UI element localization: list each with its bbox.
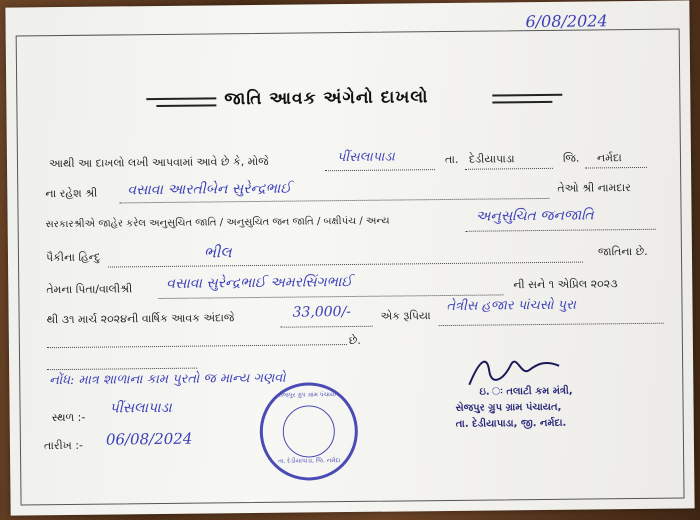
seal-top-text: સેજપુર ગ્રુપ ગ્રામ પંચાયત (278, 391, 339, 399)
signatory-line2: સેજપુર ગ્રુપ ગ્રામ પંચાયત, (455, 401, 562, 414)
ta-label: તા. (444, 152, 459, 166)
dist-label: જિ. (562, 151, 580, 165)
top-date: 6/08/2024 (525, 11, 608, 32)
line6-mid: એક રૂપિયા (380, 309, 431, 323)
line5-suffix: ની સને ૧ એપ્રિલ ૨૦૨૩ (513, 277, 618, 292)
line6-prefix: થી ૩૧ માર્ચ ૨૦૨૪ની વાર્ષિક આવક અંદાજે (46, 311, 235, 327)
signatory-line3: તા. દેડીયાપાડા, જી. નર્મદા. (455, 417, 567, 430)
category-value: અનુસુચિત જનજાતિ (475, 207, 594, 225)
line4-prefix: પૈકીના હિન્દુ (45, 250, 101, 265)
caste-value: ભીલ (203, 243, 232, 262)
signatory-line1: ઇ. ઃ તલાટી કમ મંત્રી, (479, 385, 573, 398)
district-value: નર્મદા (596, 151, 622, 165)
line2-prefix: ના રહેશ શ્રી (45, 186, 98, 201)
place-label: સ્થળ :- (51, 410, 86, 425)
date-label: તારીખ :- (43, 438, 84, 453)
parent-name: વસાવા સુરેન્દ્રભાઈ અમરસિંગભાઈ (166, 273, 353, 292)
line7-suffix: છે. (348, 333, 361, 348)
village-value: પીંસલાપાડા (336, 149, 395, 166)
line5-prefix: તેમના પિતા/વાલીશ્રી (46, 282, 133, 297)
certificate-title: જાતિ આવક અંગેનો દાખલો (224, 87, 429, 110)
income-words: તેત્રીસ હજાર પાંચસો પુરા (446, 297, 577, 314)
certificate-paper (5, 0, 694, 515)
line2-suffix: તેઓ શ્રી નામદાર (557, 181, 631, 195)
income-amount: 33,000/- (292, 303, 352, 321)
seal-bottom-text: તા. દેડીયાપાડા, જિ. નર્મદા (277, 457, 341, 465)
panchayat-seal (259, 382, 358, 481)
line1-prefix: આથી આ દાખલો લખી આપવામાં આવે છે કે, મોજે (48, 154, 269, 171)
signature (459, 350, 569, 391)
line4-suffix: જાતિના છે. (597, 244, 648, 259)
seal-inner-ring (283, 405, 336, 458)
place-value: પીંસલાપાડા (109, 399, 172, 417)
line3-prefix: સરકારશ્રીએ જાહેર કરેલ અનુસુચિત જાતિ / અનુસુચિત જન જાતિ / બક્ષીપંચ / અન્ય (45, 215, 390, 231)
note-text: નોંધ: માત્ર શાળાના કામ પુરતો જ માન્ય ગણવો (49, 370, 286, 389)
date-value: 06/08/2024 (105, 429, 193, 449)
taluka-value: દેડીયાપાડા (468, 152, 515, 166)
applicant-name: વસાવા આરતીબેન સુરેન્દ્રભાઈ (127, 180, 292, 199)
